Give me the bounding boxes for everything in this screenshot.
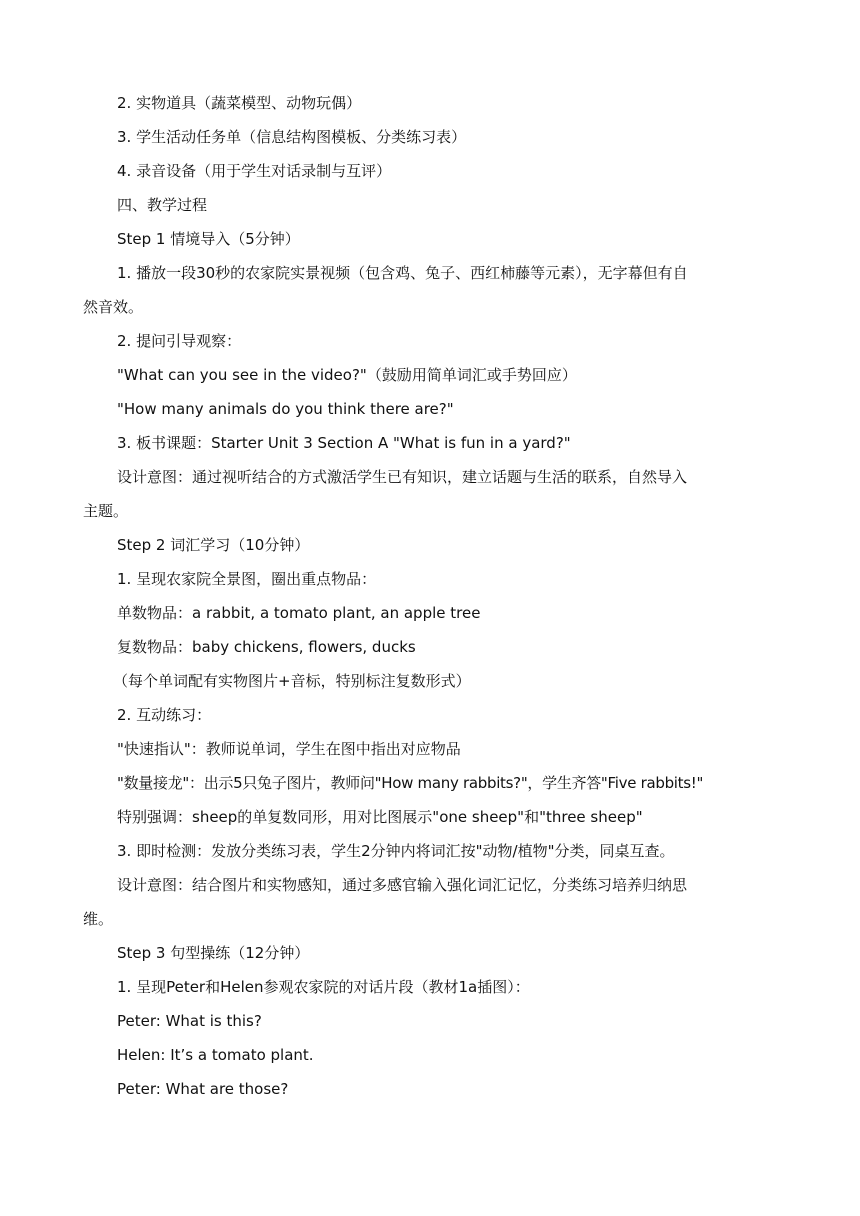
dialogue-line-2: Helen: It’s a tomato plant. (117, 1046, 314, 1064)
design-intent-2-line-2: 维。 (83, 910, 114, 928)
activity-quick-point: "快速指认"：教师说单词，学生在图中指出对应物品 (117, 740, 461, 758)
step-1-item-2: 2. 提问引导观察： (117, 332, 242, 350)
dialogue-line-3: Peter: What are those? (117, 1080, 289, 1098)
question-1: "What can you see in the video?"（鼓励用简单词汇或手势回应） (117, 366, 577, 384)
activity-number-chain: "数量接龙"：出示5只兔子图片，教师问"How many rabbits?"，学生齐答"Five rabbits!" (117, 774, 704, 792)
plural-items: 复数物品：baby chickens, flowers, ducks (117, 638, 416, 656)
step-2-item-2: 2. 互动练习： (117, 706, 212, 724)
materials-item-3: 3. 学生活动任务单（信息结构图模板、分类练习表） (117, 128, 467, 146)
design-intent-2-line-1: 设计意图：结合图片和实物感知，通过多感官输入强化词汇记忆，分类练习培养归纳思 (117, 876, 688, 894)
design-intent-1-line-1: 设计意图：通过视听结合的方式激活学生已有知识，建立话题与生活的联系，自然导入 (117, 468, 688, 486)
step-3-heading: Step 3 句型操练（12分钟） (117, 944, 310, 962)
materials-item-4: 4. 录音设备（用于学生对话录制与互评） (117, 162, 392, 180)
step-1-item-1-line-2: 然音效。 (83, 298, 144, 316)
design-intent-1-line-2: 主题。 (83, 502, 129, 520)
step-2-item-3: 3. 即时检测：发放分类练习表，学生2分钟内将词汇按"动物/植物"分类，同桌互查。 (117, 842, 675, 860)
section-heading-teaching-process: 四、教学过程 (117, 196, 208, 214)
question-2: "How many animals do you think there are?" (117, 400, 454, 418)
vocabulary-note: （每个单词配有实物图片+音标，特别标注复数形式） (113, 672, 471, 690)
step-1-item-1-line-1: 1. 播放一段30秒的农家院实景视频（包含鸡、兔子、西红柿藤等元素），无字幕但有自 (117, 264, 688, 282)
singular-items: 单数物品：a rabbit, a tomato plant, an apple tree (117, 604, 481, 622)
step-3-item-1: 1. 呈现Peter和Helen参观农家院的对话片段（教材1a插图）： (117, 978, 530, 996)
step-1-heading: Step 1 情境导入（5分钟） (117, 230, 300, 248)
special-emphasis: 特别强调：sheep的单复数同形，用对比图展示"one sheep"和"three sheep" (117, 808, 643, 826)
materials-item-2: 2. 实物道具（蔬菜模型、动物玩偶） (117, 94, 362, 112)
dialogue-line-1: Peter: What is this? (117, 1012, 262, 1030)
step-2-heading: Step 2 词汇学习（10分钟） (117, 536, 310, 554)
step-1-item-3: 3. 板书课题：Starter Unit 3 Section A "What is fun in a yard?" (117, 434, 571, 452)
step-2-item-1: 1. 呈现农家院全景图，圈出重点物品： (117, 570, 377, 588)
